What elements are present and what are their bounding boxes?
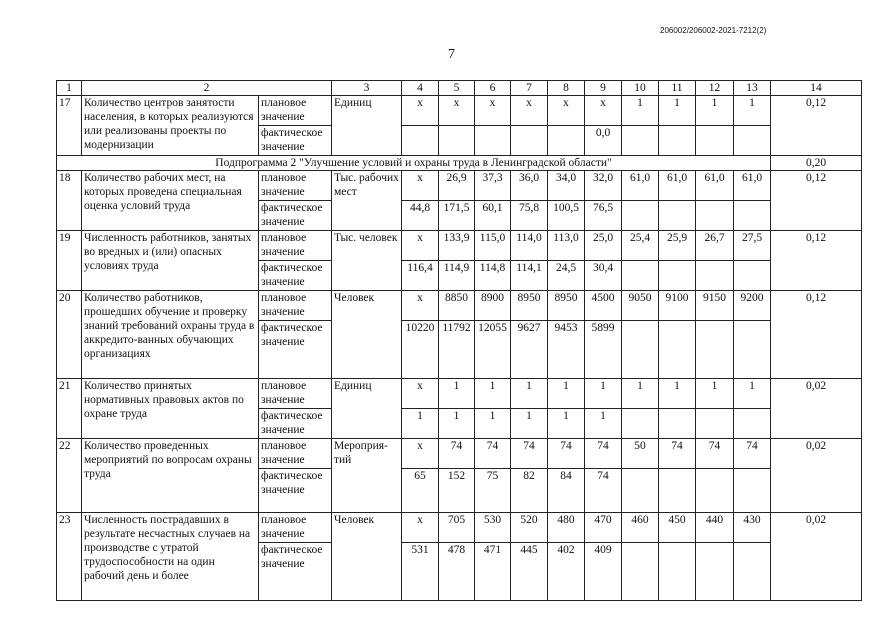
unit-cell: Человек [332, 291, 402, 379]
row-number: 19 [57, 231, 82, 291]
fact-value: 12055 [475, 321, 511, 379]
weight-cell: 0,02 [771, 513, 862, 601]
plan-value: 9150 [696, 291, 734, 321]
weight-cell: 0,12 [771, 96, 862, 156]
plan-value: 74 [696, 439, 734, 469]
indicator-name: Численность работников, занятых во вредных и (или) опасных условиях труда [82, 231, 259, 291]
plan-value: 74 [734, 439, 771, 469]
plan-value: 74 [659, 439, 696, 469]
row-number: 17 [57, 96, 82, 156]
fact-value: 60,1 [475, 201, 511, 231]
plan-label: плановое значение [259, 171, 332, 201]
plan-value: 61,0 [696, 171, 734, 201]
fact-value: 171,5 [439, 201, 475, 231]
plan-value: х [439, 96, 475, 126]
plan-value: 440 [696, 513, 734, 543]
fact-value: 84 [548, 469, 585, 513]
column-number: 8 [548, 81, 585, 96]
row-number: 20 [57, 291, 82, 379]
table-row [57, 231, 862, 261]
fact-value: 409 [585, 543, 622, 601]
plan-value: 74 [585, 439, 622, 469]
plan-value: 8950 [548, 291, 585, 321]
table-row [57, 379, 862, 409]
plan-value: 1 [439, 379, 475, 409]
plan-value: 61,0 [622, 171, 659, 201]
fact-value: 44,8 [402, 201, 439, 231]
row-number: 21 [57, 379, 82, 439]
weight-cell: 0,20 [771, 156, 862, 171]
plan-value: 25,4 [622, 231, 659, 261]
indicator-name: Количество центров занятости населения, в которых реализуются или реализованы проекты по модернизации [82, 96, 259, 156]
plan-value: 1 [548, 379, 585, 409]
plan-label: плановое значение [259, 379, 332, 409]
plan-value: 1 [511, 379, 548, 409]
plan-value: 61,0 [734, 171, 771, 201]
plan-value: 520 [511, 513, 548, 543]
fact-value: 10220 [402, 321, 439, 379]
fact-value: 152 [439, 469, 475, 513]
plan-value: 1 [696, 96, 734, 126]
fact-value: 75 [475, 469, 511, 513]
fact-value [622, 409, 659, 439]
fact-label: фактическое значение [259, 321, 332, 379]
plan-value: х [511, 96, 548, 126]
fact-value: 114,9 [439, 261, 475, 291]
weight-cell: 0,12 [771, 231, 862, 291]
weight-cell: 0,02 [771, 439, 862, 513]
plan-value: х [402, 96, 439, 126]
indicator-name: Количество проведенных мероприятий по вопросам охраны труда [82, 439, 259, 513]
fact-value [696, 126, 734, 156]
unit-cell: Единиц [332, 379, 402, 439]
fact-value: 65 [402, 469, 439, 513]
plan-value: 9050 [622, 291, 659, 321]
plan-value: 1 [734, 96, 771, 126]
plan-value: 114,0 [511, 231, 548, 261]
plan-value: 450 [659, 513, 696, 543]
fact-value [734, 201, 771, 231]
unit-cell: Человек [332, 513, 402, 601]
fact-value: 76,5 [585, 201, 622, 231]
plan-label: плановое значение [259, 96, 332, 126]
fact-value: 9627 [511, 321, 548, 379]
fact-label: фактическое значение [259, 126, 332, 156]
fact-value: 402 [548, 543, 585, 601]
column-number: 9 [585, 81, 622, 96]
column-number: 3 [332, 81, 402, 96]
fact-value: 11792 [439, 321, 475, 379]
plan-value: 1 [659, 379, 696, 409]
table-row [57, 513, 862, 543]
plan-value: 8950 [511, 291, 548, 321]
plan-value: х [402, 171, 439, 201]
plan-value: 480 [548, 513, 585, 543]
fact-value: 100,5 [548, 201, 585, 231]
page-number: 7 [448, 47, 455, 62]
plan-value: 26,7 [696, 231, 734, 261]
fact-value: 30,4 [585, 261, 622, 291]
fact-value [696, 321, 734, 379]
fact-label: фактическое значение [259, 469, 332, 513]
plan-value: 4500 [585, 291, 622, 321]
column-number: 4 [402, 81, 439, 96]
plan-value: 460 [622, 513, 659, 543]
table-row [57, 96, 862, 126]
fact-value [622, 201, 659, 231]
fact-label: фактическое значение [259, 543, 332, 601]
plan-value: 8850 [439, 291, 475, 321]
row-number: 18 [57, 171, 82, 231]
fact-value: 1 [511, 409, 548, 439]
fact-value [511, 126, 548, 156]
plan-value: 115,0 [475, 231, 511, 261]
fact-value: 82 [511, 469, 548, 513]
fact-value [622, 543, 659, 601]
column-number: 10 [622, 81, 659, 96]
fact-value: 0,0 [585, 126, 622, 156]
fact-value [659, 409, 696, 439]
plan-value: 27,5 [734, 231, 771, 261]
plan-value: 8900 [475, 291, 511, 321]
plan-label: плановое значение [259, 231, 332, 261]
fact-value [659, 321, 696, 379]
fact-value: 471 [475, 543, 511, 601]
plan-value: 36,0 [511, 171, 548, 201]
plan-value: 34,0 [548, 171, 585, 201]
indicator-name: Количество рабочих мест, на которых проведена специальная оценка условий труда [82, 171, 259, 231]
document-id: 206002/206002-2021-7212(2) [660, 26, 767, 35]
fact-value [439, 126, 475, 156]
fact-value: 74 [585, 469, 622, 513]
plan-value: 530 [475, 513, 511, 543]
fact-value [402, 126, 439, 156]
fact-value [734, 261, 771, 291]
plan-value: 1 [622, 96, 659, 126]
plan-value: 37,3 [475, 171, 511, 201]
plan-value: х [402, 291, 439, 321]
fact-value: 75,8 [511, 201, 548, 231]
plan-value: 1 [475, 379, 511, 409]
column-number: 2 [82, 81, 332, 96]
fact-value: 445 [511, 543, 548, 601]
plan-value: 133,9 [439, 231, 475, 261]
plan-value: 74 [548, 439, 585, 469]
subprogram-title: Подпрограмма 2 "Улучшение условий и охраны труда в Ленинградской области" [57, 156, 771, 171]
fact-value: 1 [475, 409, 511, 439]
column-number: 7 [511, 81, 548, 96]
column-number: 13 [734, 81, 771, 96]
unit-cell: Тыс. рабочих мест [332, 171, 402, 231]
fact-value [734, 126, 771, 156]
plan-value: 1 [659, 96, 696, 126]
fact-value: 116,4 [402, 261, 439, 291]
column-number: 1 [57, 81, 82, 96]
plan-value: 1 [585, 379, 622, 409]
fact-value [659, 126, 696, 156]
indicator-name: Численность пострадавших в результате несчастных случаев на производстве с утратой трудоспособности на один рабочий день и более [82, 513, 259, 601]
unit-cell: Тыс. человек [332, 231, 402, 291]
plan-value: 61,0 [659, 171, 696, 201]
fact-value [548, 126, 585, 156]
unit-cell: Единиц [332, 96, 402, 156]
column-number: 14 [771, 81, 862, 96]
plan-value: х [402, 513, 439, 543]
plan-label: плановое значение [259, 513, 332, 543]
plan-value: 9200 [734, 291, 771, 321]
fact-value [622, 469, 659, 513]
fact-value [696, 201, 734, 231]
plan-value: х [402, 439, 439, 469]
row-number: 23 [57, 513, 82, 601]
plan-value: 470 [585, 513, 622, 543]
column-number: 6 [475, 81, 511, 96]
plan-value: 1 [696, 379, 734, 409]
fact-value [659, 201, 696, 231]
table-row [57, 171, 862, 201]
plan-value: 32,0 [585, 171, 622, 201]
plan-label: плановое значение [259, 439, 332, 469]
plan-value: 74 [439, 439, 475, 469]
fact-value [696, 261, 734, 291]
plan-value: 9100 [659, 291, 696, 321]
fact-value [734, 469, 771, 513]
plan-label: плановое значение [259, 291, 332, 321]
fact-value [696, 469, 734, 513]
plan-value: 1 [622, 379, 659, 409]
plan-value: 50 [622, 439, 659, 469]
fact-value [659, 469, 696, 513]
fact-value: 1 [548, 409, 585, 439]
plan-value: 1 [734, 379, 771, 409]
plan-value: 25,9 [659, 231, 696, 261]
fact-value [622, 321, 659, 379]
indicators-table [56, 80, 862, 601]
fact-label: фактическое значение [259, 261, 332, 291]
fact-value [659, 261, 696, 291]
plan-value: х [402, 231, 439, 261]
plan-value: 430 [734, 513, 771, 543]
indicator-name: Количество работников, прошедших обучение и проверку знаний требований охраны труда в аккредито-ванных обучающих организациях [82, 291, 259, 379]
column-number-row [57, 81, 862, 96]
weight-cell: 0,12 [771, 291, 862, 379]
fact-value [696, 543, 734, 601]
fact-value: 531 [402, 543, 439, 601]
fact-value: 5899 [585, 321, 622, 379]
fact-value: 24,5 [548, 261, 585, 291]
plan-value: 25,0 [585, 231, 622, 261]
fact-value [659, 543, 696, 601]
plan-value: 113,0 [548, 231, 585, 261]
fact-value: 114,8 [475, 261, 511, 291]
plan-value: 26,9 [439, 171, 475, 201]
column-number: 11 [659, 81, 696, 96]
table-row [57, 439, 862, 469]
fact-value [734, 543, 771, 601]
table-row [57, 291, 862, 321]
fact-label: фактическое значение [259, 201, 332, 231]
row-number: 22 [57, 439, 82, 513]
plan-value: х [475, 96, 511, 126]
fact-value: 1 [585, 409, 622, 439]
column-number: 12 [696, 81, 734, 96]
plan-value: х [585, 96, 622, 126]
weight-cell: 0,02 [771, 379, 862, 439]
fact-value: 9453 [548, 321, 585, 379]
fact-value [622, 261, 659, 291]
fact-value [734, 409, 771, 439]
fact-value [622, 126, 659, 156]
plan-value: 74 [511, 439, 548, 469]
unit-cell: Мероприя-тий [332, 439, 402, 513]
plan-value: х [548, 96, 585, 126]
fact-value [696, 409, 734, 439]
fact-value [734, 321, 771, 379]
fact-value: 1 [402, 409, 439, 439]
column-number: 5 [439, 81, 475, 96]
plan-value: 705 [439, 513, 475, 543]
fact-value: 478 [439, 543, 475, 601]
fact-value: 114,1 [511, 261, 548, 291]
indicator-name: Количество принятых нормативных правовых актов по охране труда [82, 379, 259, 439]
fact-value [475, 126, 511, 156]
fact-label: фактическое значение [259, 409, 332, 439]
weight-cell: 0,12 [771, 171, 862, 231]
fact-value: 1 [439, 409, 475, 439]
subprogram-row [57, 156, 862, 171]
plan-value: х [402, 379, 439, 409]
plan-value: 74 [475, 439, 511, 469]
